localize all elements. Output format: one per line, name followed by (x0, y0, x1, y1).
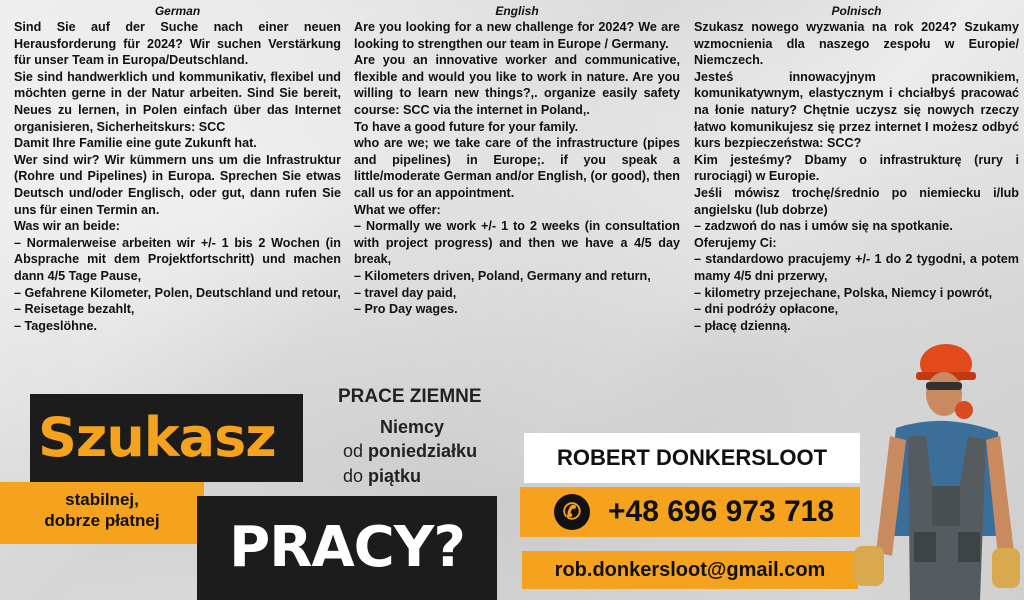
polish-paragraph: Jesteś innowacyjnym pracownikiem, komunikatywnym, elastycznym i chciałbyś pracować na łonie natury? Chętnie uczysz się nowych rzeczy łatwo komunikujesz się przez internet I możesz odbyć kurs bezpieczeństwa: SCC? (694, 69, 1019, 151)
email-address[interactable]: rob.donkersloot@gmail.com (522, 551, 858, 589)
subline-second: dobrze płatnej (44, 511, 160, 530)
german-paragraph: – Gefahrene Kilometer, Polen, Deutschland und retour, (14, 285, 341, 300)
schedule-from (343, 441, 477, 462)
english-paragraph: – Kilometers driven, Poland, Germany and return, (354, 268, 651, 283)
english-paragraph: who are we; we take care of the infrastructure (pipes and pipelines) in Europe;. if you speak a little/moderate German and/or English, (or good), then call us for an appointment. (354, 136, 680, 200)
polish-paragraph: – zadzwoń do nas i umów się na spotkanie. (694, 219, 953, 234)
english-paragraph: What we offer: (354, 202, 441, 217)
english-paragraph: – Pro Day wages. (354, 302, 458, 317)
polish-paragraph: – kilometry przejechane, Polska, Niemcy i powrót, (694, 285, 993, 300)
english-paragraph: Are you an innovative worker and communicative, flexible and would you like to work in nature. Are you willing to learn new things?,. organize easily safety course: SCC via the internet in Poland,. (354, 53, 680, 117)
construction-worker-image (848, 336, 1024, 600)
german-heading: German (154, 4, 201, 18)
schedule-to (343, 466, 421, 487)
english-paragraph: Are you looking for a new challenge for 2024? We are looking to strengthen our team in Europe / Germany. (354, 20, 680, 51)
polish-column (694, 4, 1019, 334)
phone-icon: ✆ (554, 494, 590, 530)
schedule-to-prefix: do (343, 466, 364, 486)
german-paragraph: – Tageslöhne. (14, 318, 98, 333)
szukasz-headline: Szukasz (30, 394, 303, 482)
contact-name: ROBERT DONKERSLOOT (524, 433, 860, 483)
english-paragraph: – travel day paid, (354, 285, 457, 300)
german-paragraph: – Reisetage bezahlt, (14, 302, 135, 317)
polish-paragraph: – płacę dzienną. (694, 318, 791, 333)
pracy-headline: PRACY? (197, 496, 497, 600)
polish-heading: Polnisch (831, 4, 882, 18)
polish-paragraph: – standardowo pracujemy +/- 1 do 2 tygodni, a potem mamy 4/5 dni przerwy, (694, 252, 1019, 283)
german-paragraph: Wer sind wir? Wir kümmern uns um die Infrastruktur (Rohre und Pipelines) in Europa. Sprechen Sie etwas Deutsch und/oder Englisch, oder gut, dann rufen Sie uns für einen Termin an. (14, 152, 341, 217)
work-type-title: PRACE ZIEMNE (338, 386, 482, 407)
english-paragraph: – Normally we work +/- 1 to 2 weeks (in consultation with project progress) and then we have a 4/5 day break, (354, 219, 680, 267)
german-paragraph: – Normalerweise arbeiten wir +/- 1 bis 2 Wochen (in Absprache mit dem Projektfortschritt) und machen dann 4/5 Tage Pause, (14, 235, 341, 283)
english-column (354, 4, 680, 318)
work-country: Niemcy (380, 417, 445, 437)
polish-paragraph: – dni podróży opłacone, (694, 302, 839, 317)
polish-paragraph: Kim jesteśmy? Dbamy o infrastrukturę (rury i rurociągi) w Europie. (694, 152, 1019, 184)
subline-first: stabilnej, (65, 490, 139, 509)
schedule-from-prefix: od (343, 441, 364, 461)
schedule-from-day: poniedziałku (368, 441, 478, 461)
stable-job-subline (0, 482, 204, 544)
phone-banner[interactable] (520, 487, 860, 537)
polish-paragraph: Oferujemy Ci: (694, 235, 777, 250)
schedule-to-day: piątku (368, 466, 422, 486)
phone-number[interactable]: +48 696 973 718 (608, 495, 835, 528)
polish-paragraph: Jeśli mówisz trochę/średnio po niemiecku i/lub angielsku (lub dobrze) (694, 185, 1019, 217)
german-paragraph: Sind Sie auf der Suche nach einer neuen Herausforderung für 2024? Wir suchen Verstärkung für unser Team in Europa/Deutschland. (14, 20, 341, 68)
english-heading: English (495, 4, 539, 18)
polish-paragraph: Szukasz nowego wyzwania na rok 2024? Szukamy wzmocnienia dla naszego zespołu w Europie/ Niemczech. (694, 20, 1019, 68)
english-paragraph: To have a good future for your family. (354, 119, 579, 134)
german-column (14, 4, 341, 334)
german-paragraph: Damit Ihre Familie eine gute Zukunft hat. (14, 136, 257, 151)
german-paragraph: Sie sind handwerklich und kommunikativ, flexibel und möchten gerne in der Natur arbeiten. Sind Sie bereit, Neues zu lernen, in Polen einfach über das Internet organisieren, Sicherheitskurs: SCC (14, 69, 341, 134)
german-paragraph: Was wir an beide: (14, 219, 120, 234)
